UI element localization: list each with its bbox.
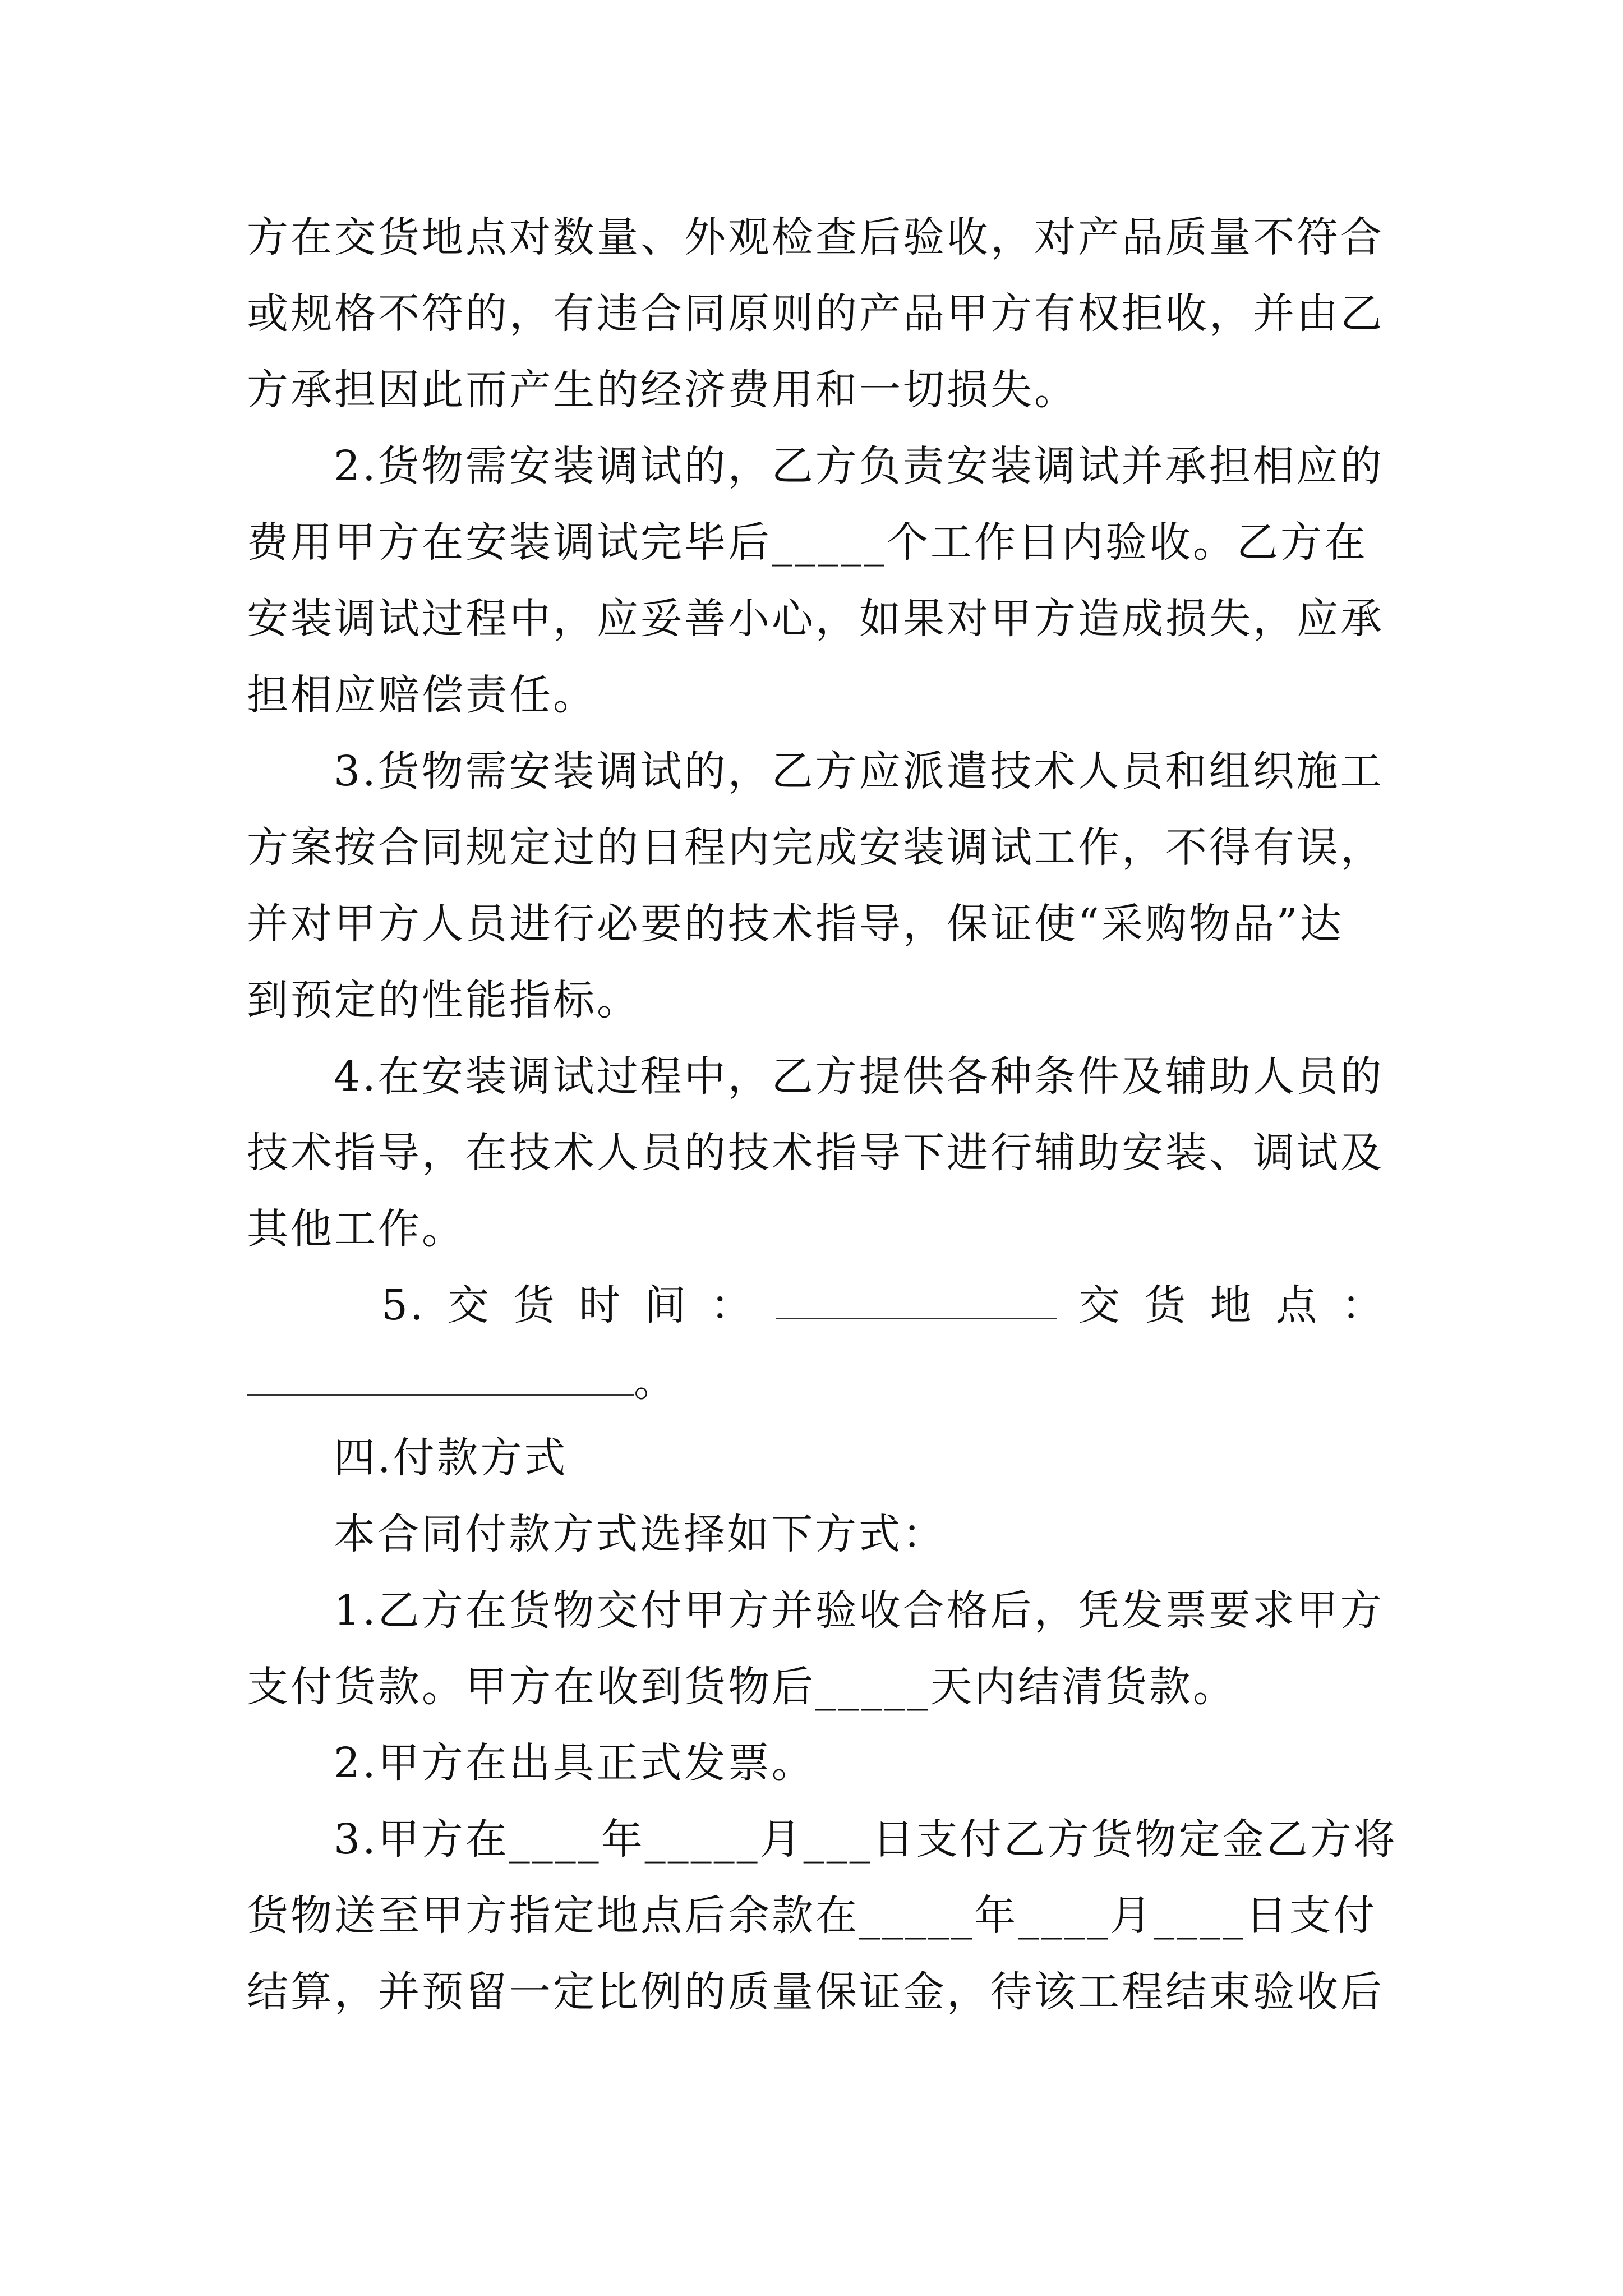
text-line: 技术指导，在技术人员的技术指导下进行辅助安装、调试及 — [247, 1129, 1384, 1177]
delivery-end-mark: 。 — [634, 1358, 677, 1406]
text-line: 方承担因此而产生的经济费用和一切损失。 — [247, 366, 1078, 414]
delivery-time-char: 货 — [513, 1281, 557, 1329]
section-heading-payment: 四.付款方式 — [334, 1434, 568, 1482]
delivery-line — [247, 1267, 1385, 1343]
text-line: 方在交货地点对数量、外观检查后验收，对产品质量不符合 — [247, 213, 1384, 261]
text-line: 支付货款。甲方在收到货物后_____天内结清货款。 — [247, 1663, 1237, 1711]
clause-4-line: 4.在安装调试过程中，乙方提供各种条件及辅助人员的 — [334, 1052, 1384, 1101]
delivery-time-char: 交 — [447, 1281, 491, 1329]
payment-intro: 本合同付款方式选择如下方式： — [334, 1510, 946, 1558]
text-line: 方案按合同规定过的日程内完成安装调试工作，不得有误， — [247, 823, 1384, 872]
text-line: 费用甲方在安装调试完毕后_____个工作日内验收。乙方在 — [247, 518, 1368, 567]
document-body — [247, 199, 1398, 2030]
delivery-place-char: 地 — [1210, 1281, 1254, 1329]
payment-clause-3-line: 3.甲方在____年_____月___日支付乙方货物定金乙方将 — [334, 1815, 1398, 1864]
delivery-place-char: 货 — [1144, 1281, 1188, 1329]
clause-2-line: 2.货物需安装调试的，乙方负责安装调试并承担相应的 — [334, 442, 1384, 490]
payment-clause-1-line: 1.乙方在货物交付甲方并验收合格后，凭发票要求甲方 — [334, 1586, 1384, 1635]
text-line: 担相应赔偿责任。 — [247, 671, 597, 719]
delivery-place-blank — [247, 1355, 634, 1396]
text-line: 或规格不符的，有违合同原则的产品甲方有权拒收，并由乙 — [247, 289, 1384, 338]
delivery-time-char: ： — [710, 1281, 754, 1329]
delivery-time-char: 间 — [644, 1281, 689, 1329]
delivery-place-char: 交 — [1078, 1281, 1123, 1329]
delivery-time-char: 时 — [579, 1281, 623, 1329]
payment-clause-2-line: 2.甲方在出具正式发票。 — [334, 1739, 815, 1787]
delivery-number: 5. — [381, 1281, 426, 1329]
delivery-place-char: ： — [1341, 1281, 1385, 1329]
text-line: 货物送至甲方指定地点后余款在_____年____月____日支付 — [247, 1892, 1377, 1940]
text-line: 并对甲方人员进行必要的技术指导，保证使“采购物品”达 — [247, 900, 1344, 948]
text-line: 安装调试过程中，应妥善小心，如果对甲方造成损失，应承 — [247, 595, 1384, 643]
delivery-place-line — [247, 1343, 1385, 1420]
clause-3-line: 3.货物需安装调试的，乙方应派遣技术人员和组织施工 — [334, 747, 1384, 795]
text-line: 到预定的性能指标。 — [247, 976, 640, 1024]
text-line: 结算，并预留一定比例的质量保证金，待该工程结束验收后 — [247, 1968, 1384, 2016]
text-line: 其他工作。 — [247, 1205, 465, 1253]
delivery-place-char: 点 — [1275, 1281, 1320, 1329]
delivery-time-blank — [776, 1278, 1057, 1319]
